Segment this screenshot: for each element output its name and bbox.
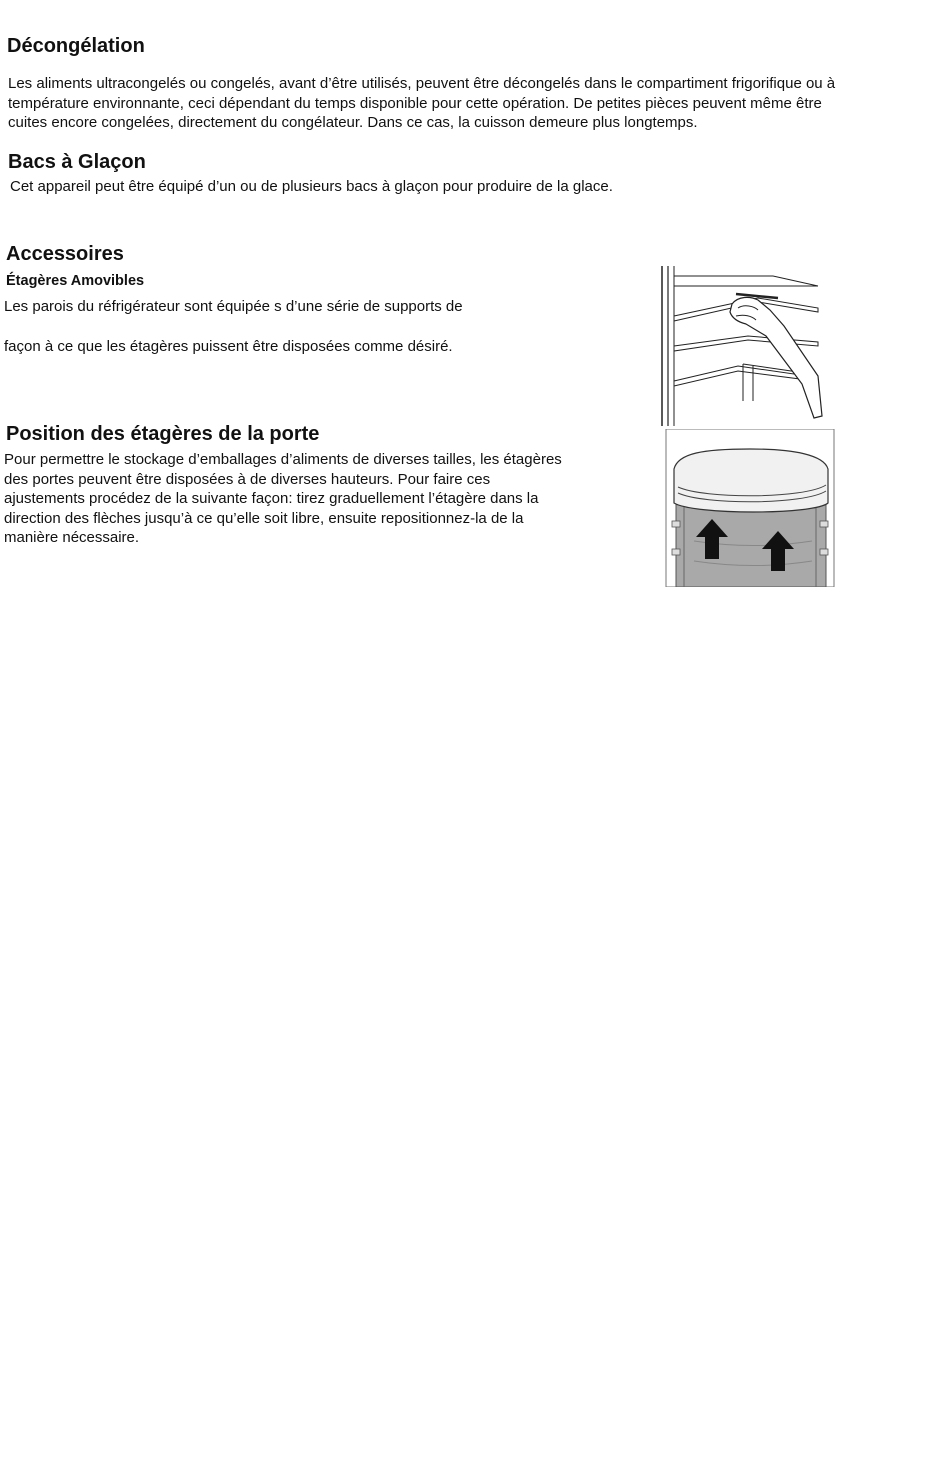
bacs-a-glacon-text: Cet appareil peut être équipé d’un ou de plusieurs bacs à glaçon pour produire de la glace. [10, 178, 613, 195]
door-line-3: ajustements procédez de la suivante façon: tirez graduellement l’étagère dans la [4, 490, 539, 507]
heading-decongelation: Décongélation [7, 35, 145, 57]
heading-position-etageres-porte: Position des étagères de la porte [6, 423, 320, 445]
decongelation-line-3: cuites encore congelées, directement du congélateur. Dans ce cas, la cuisson demeure plus longtemps. [8, 114, 698, 131]
door-shelf-illustration [664, 429, 836, 587]
arrow-up-icon [694, 517, 730, 561]
etageres-line-2: façon à ce que les étagères puissent être disposées comme désiré. [4, 338, 453, 355]
decongelation-paragraph [8, 74, 835, 133]
decongelation-line-1: Les aliments ultracongelés ou congelés, avant d’être utilisés, peuvent être décongelés dans le compartiment frigorifique ou à [8, 75, 836, 92]
heading-bacs-a-glacon: Bacs à Glaçon [8, 151, 146, 173]
arrow-up-icon [760, 529, 796, 573]
door-line-2: des portes peuvent être disposées à de diverses hauteurs. Pour faire ces [4, 470, 491, 488]
door-line-1: Pour permettre le stockage d’emballages d’aliments de diverses tailles, les étagères [4, 451, 562, 468]
door-line-4: direction des flèches jusqu’à ce qu’elle soit libre, ensuite repositionnez-la de la [4, 509, 524, 527]
subheading-etageres-amovibles: Étagères Amovibles [6, 273, 145, 289]
removable-shelves-illustration [658, 266, 834, 426]
heading-accessoires: Accessoires [6, 243, 124, 265]
etageres-line-1: Les parois du réfrigérateur sont équipée s d’une série de supports de [4, 298, 463, 315]
door-line-5: manière nécessaire. [4, 529, 140, 546]
position-etageres-paragraph [4, 450, 562, 548]
decongelation-line-2: température environnante, ceci dépendant du temps disponible pour cette opération. De petites pièces peuvent même être [8, 94, 822, 112]
